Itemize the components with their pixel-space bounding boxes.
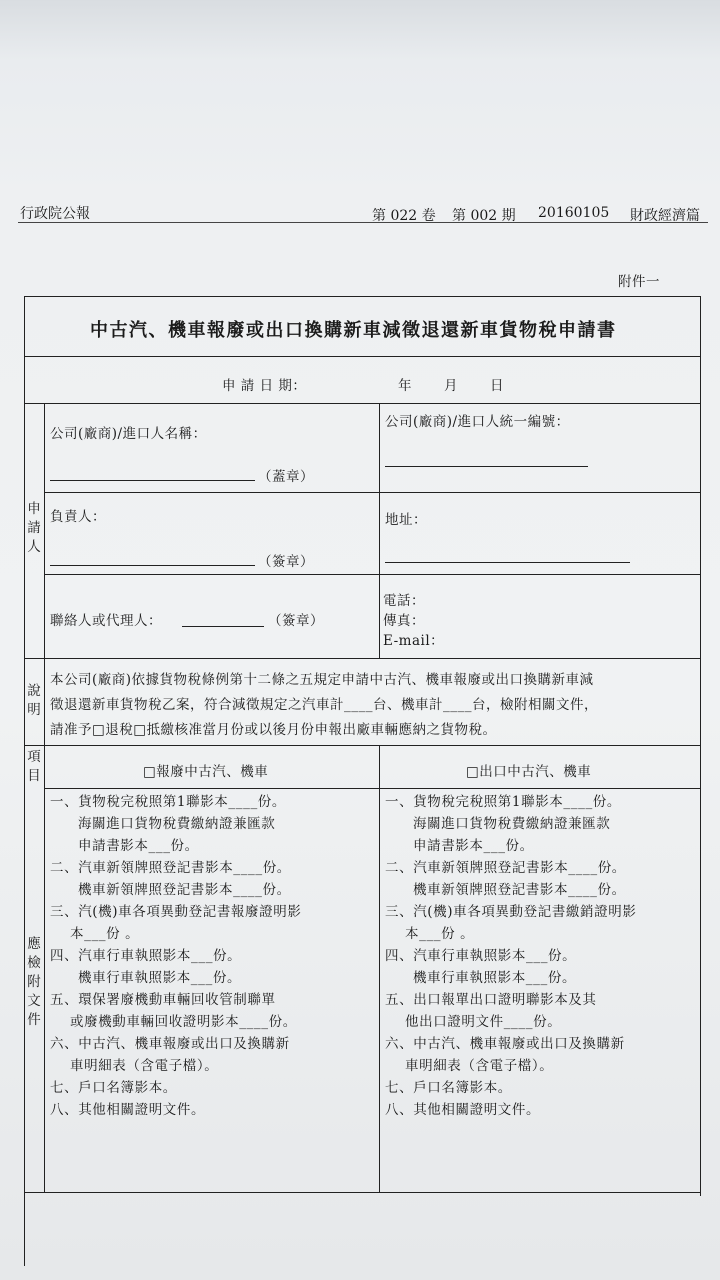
list-item: 機車行車執照影本___份。 xyxy=(78,970,242,986)
applicant-section-label: 申請人 xyxy=(27,501,41,555)
item-section-label: 項目 xyxy=(27,749,41,784)
phone-label: 電話： xyxy=(383,593,425,609)
list-item: 他出口證明文件____份。 xyxy=(405,1014,562,1030)
explanation-line-1: 本公司(廠商)依據貨物稅條例第十二條之五規定申請中古汽、機車報廢或出口換購新車減 xyxy=(50,672,594,688)
scrap-vehicle-column-header[interactable]: □報廢中古汽、機車 xyxy=(143,764,269,780)
issue: 第 002 期 xyxy=(452,208,516,224)
list-item: 本___份 。 xyxy=(70,926,140,942)
list-item: 五、環保署廢機動車輛回收管制聯單 xyxy=(50,992,276,1008)
address-label: 地址： xyxy=(385,512,427,528)
date-month-label: 月 xyxy=(444,378,458,394)
application-date-label: 申 請 日 期： xyxy=(222,378,307,394)
list-item: 一、貨物稅完稅照第1聯影本____份。 xyxy=(50,794,286,810)
form-title: 中古汽、機車報廢或出口換購新車減徵退還新車貨物稅申請書 xyxy=(90,320,617,341)
company-name-label: 公司(廠商)/進口人名稱： xyxy=(50,426,207,442)
date-day-label: 日 xyxy=(490,378,504,394)
list-item: 七、戶口名簿影本。 xyxy=(385,1080,512,1096)
issue-date: 20160105 xyxy=(538,205,610,221)
list-item: 機車行車執照影本___份。 xyxy=(413,970,577,986)
list-item: 七、戶口名簿影本。 xyxy=(50,1080,177,1096)
date-year-label: 年 xyxy=(398,378,412,394)
list-item: 機車新領牌照登記書影本____份。 xyxy=(413,882,626,898)
company-id-label: 公司(廠商)/進口人統一編號： xyxy=(385,414,570,430)
list-item: 一、貨物稅完稅照第1聯影本____份。 xyxy=(385,794,621,810)
header-rule xyxy=(18,222,708,223)
list-item: 八、其他相關證明文件。 xyxy=(385,1102,541,1118)
list-item: 或廢機動車輛回收證明影本____份。 xyxy=(70,1014,297,1030)
export-vehicle-column-header[interactable]: □出口中古汽、機車 xyxy=(466,764,592,780)
list-item: 海關進口貨物稅費繳納證兼匯款 xyxy=(78,816,276,832)
list-item: 車明細表（含電子檔）。 xyxy=(405,1058,554,1074)
list-item: 八、其他相關證明文件。 xyxy=(50,1102,206,1118)
seal-label: （蓋章） xyxy=(258,469,314,485)
attachment-label: 附件一 xyxy=(618,274,660,290)
list-item: 申請書影本___份。 xyxy=(413,838,534,854)
responsible-sign-label: （簽章） xyxy=(258,554,314,570)
list-item: 二、汽車新領牌照登記書影本____份。 xyxy=(50,860,291,876)
contact-sign-label: （簽章） xyxy=(268,613,324,629)
volume: 第 022 卷 xyxy=(372,208,436,224)
email-label: E-mail： xyxy=(383,633,445,649)
list-item: 車明細表（含電子檔）。 xyxy=(70,1058,219,1074)
scrap-documents-list xyxy=(50,791,301,1121)
publication-name: 行政院公報 xyxy=(20,206,90,222)
list-item: 四、汽車行車執照影本___份。 xyxy=(50,948,242,964)
list-item: 三、汽(機)車各項異動登記書報廢證明影 xyxy=(50,904,302,920)
list-item: 三、汽(機)車各項異動登記書繳銷證明影 xyxy=(385,904,637,920)
company-name-field[interactable] xyxy=(50,480,255,481)
responsible-person-field[interactable] xyxy=(50,565,255,566)
explanation-section-label: 說明 xyxy=(27,683,41,718)
fax-label: 傳真： xyxy=(383,613,425,629)
explanation-line-2: 徵退還新車貨物稅乙案，符合減徵規定之汽車計____台、機車計____台，檢附相關文件， xyxy=(50,697,598,713)
list-item: 五、出口報單出口證明聯影本及其 xyxy=(385,992,597,1008)
list-item: 二、汽車新領牌照登記書影本____份。 xyxy=(385,860,626,876)
list-item: 六、中古汽、機車報廢或出口及換購新 xyxy=(385,1036,625,1052)
list-item: 機車新領牌照登記書影本____份。 xyxy=(78,882,291,898)
address-field[interactable] xyxy=(385,562,630,563)
contact-person-label: 聯絡人或代理人： xyxy=(50,613,162,629)
list-item: 本___份 。 xyxy=(405,926,475,942)
explanation-line-3: 請准予□退稅□抵繳核准當月份或以後月份申報出廠車輛應納之貨物稅。 xyxy=(50,722,497,738)
list-item: 六、中古汽、機車報廢或出口及換購新 xyxy=(50,1036,290,1052)
company-id-field[interactable] xyxy=(385,466,588,467)
list-item: 海關進口貨物稅費繳納證兼匯款 xyxy=(413,816,611,832)
list-item: 申請書影本___份。 xyxy=(78,838,199,854)
section-name: 財政經濟篇 xyxy=(630,208,700,224)
list-item: 四、汽車行車執照影本___份。 xyxy=(385,948,577,964)
required-documents-section-label: 應檢附文件 xyxy=(27,936,41,1028)
contact-person-field[interactable] xyxy=(182,626,264,627)
export-documents-list xyxy=(385,791,636,1121)
responsible-person-label: 負責人： xyxy=(50,509,106,525)
